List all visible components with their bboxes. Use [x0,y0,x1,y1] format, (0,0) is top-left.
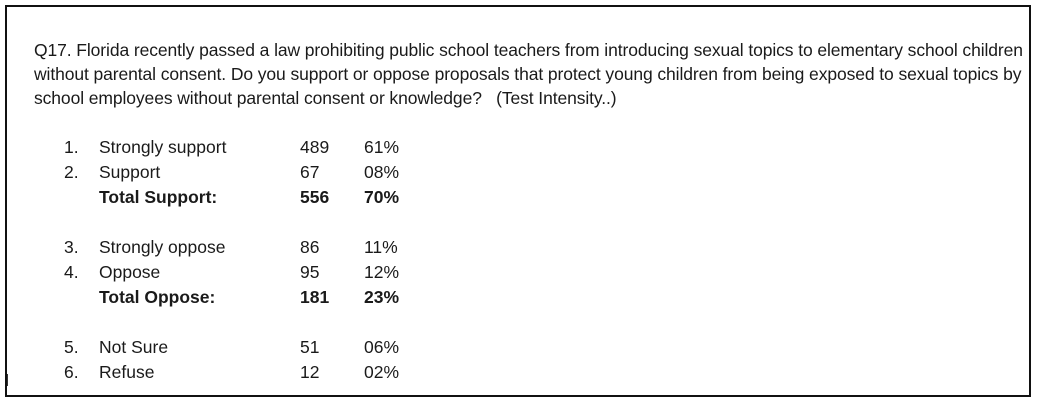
edge-tick-mark [7,374,8,386]
response-label: Strongly oppose [99,237,226,257]
response-percent: 61% [364,137,400,157]
response-percent: 08% [364,162,400,182]
response-label: Support [99,162,161,182]
response-label: Oppose [99,262,161,282]
total-count: 556 [300,187,330,207]
response-percent: 11% [364,237,398,257]
total-label: Total Support: [99,187,218,207]
total-percent: 23% [364,287,400,307]
response-count: 489 [300,137,330,157]
question-text: Q17. Florida recently passed a law prohibiting public school teachers from introducing sexual topics to elementary school children without parental consent. Do you support or oppose proposals that protect young children from being exposed to sexual topics by school employees without parental consent or knowledge? (Test Intensity..) [34,40,1023,108]
total-percent: 70% [364,187,400,207]
response-number: 2. [64,162,79,182]
response-count: 12 [300,362,320,382]
response-percent: 06% [364,337,400,357]
response-label: Not Sure [99,337,169,357]
response-percent: 02% [364,362,400,382]
response-number: 4. [64,262,79,282]
response-label: Strongly support [99,137,227,157]
response-label: Refuse [99,362,155,382]
response-count: 67 [300,162,320,182]
response-count: 95 [300,262,320,282]
survey-card [5,5,1031,397]
response-count: 86 [300,237,320,257]
response-number: 1. [64,137,79,157]
total-count: 181 [300,287,330,307]
response-count: 51 [300,337,320,357]
total-label: Total Oppose: [99,287,216,307]
response-number: 3. [64,237,79,257]
response-number: 5. [64,337,79,357]
response-number: 6. [64,362,79,382]
response-percent: 12% [364,262,400,282]
